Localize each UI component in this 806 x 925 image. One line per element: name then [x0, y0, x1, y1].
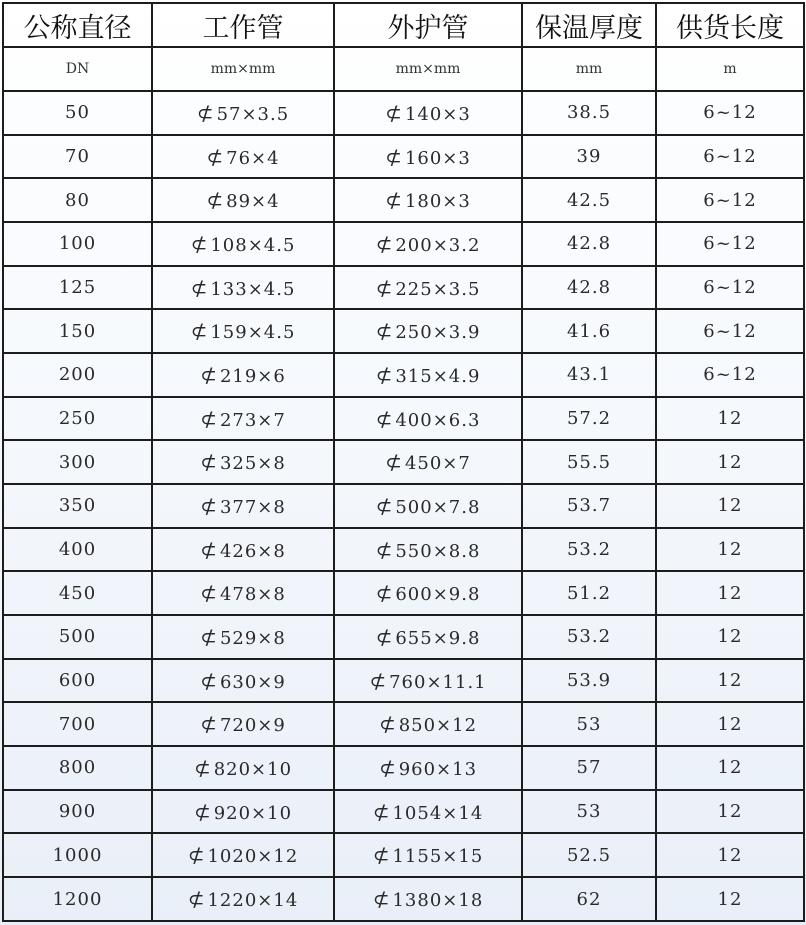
cell-working-pipe: [152, 833, 334, 877]
cell-working-pipe: [152, 702, 334, 746]
cell-length: 6~12: [656, 353, 804, 397]
cell-value: 1380×18: [392, 890, 484, 912]
diameter-symbol-icon: ⊄: [378, 712, 397, 737]
cell-value: 850×12: [398, 715, 478, 737]
cell-value: 57×3.5: [216, 103, 290, 125]
unit-insulation-thickness: mm: [522, 47, 656, 91]
cell-length: 6~12: [656, 222, 804, 266]
cell-dn: 200: [3, 353, 152, 397]
diameter-symbol-icon: ⊄: [206, 144, 225, 169]
table-row: [3, 659, 804, 703]
cell-outer-casing: [334, 659, 522, 703]
cell-value: 315×4.9: [395, 365, 481, 387]
cell-length: 6~12: [656, 135, 804, 179]
cell-length: 12: [656, 440, 804, 484]
cell-working-pipe: [152, 135, 334, 179]
cell-value: 225×3.5: [395, 278, 481, 300]
cell-working-pipe: [152, 266, 334, 310]
table-row: [3, 528, 804, 572]
cell-dn: 500: [3, 615, 152, 659]
cell-outer-casing: [334, 615, 522, 659]
table-row: [3, 91, 804, 135]
cell-outer-casing: [334, 528, 522, 572]
cell-outer-casing: [334, 484, 522, 528]
cell-value: 529×8: [219, 627, 286, 649]
diameter-symbol-icon: ⊄: [200, 537, 218, 562]
cell-dn: 600: [3, 659, 152, 703]
cell-value: 500×7.8: [395, 496, 481, 518]
cell-working-pipe: [152, 659, 334, 703]
diameter-symbol-icon: ⊄: [200, 450, 218, 475]
table-row: [3, 397, 804, 441]
cell-insulation: 41.6: [522, 309, 656, 353]
cell-working-pipe: [152, 178, 334, 222]
cell-outer-casing: [334, 135, 522, 179]
cell-length: 6~12: [656, 266, 804, 310]
cell-insulation: 57: [522, 746, 656, 790]
cell-outer-casing: [334, 877, 522, 921]
diameter-symbol-icon: ⊄: [385, 450, 403, 475]
table-row: [3, 222, 804, 266]
cell-value: 920×10: [213, 802, 293, 824]
header-row: [3, 3, 804, 47]
table-row: [3, 353, 804, 397]
cell-value: 450×7: [404, 453, 471, 475]
cell-value: 108×4.5: [210, 234, 296, 256]
cell-insulation: 38.5: [522, 91, 656, 135]
cell-outer-casing: [334, 309, 522, 353]
cell-dn: 80: [3, 178, 152, 222]
diameter-symbol-icon: ⊄: [187, 887, 206, 912]
cell-length: 12: [656, 833, 804, 877]
diameter-symbol-icon: ⊄: [206, 188, 225, 213]
cell-value: 820×10: [213, 758, 293, 780]
cell-length: 12: [656, 659, 804, 703]
units-row: [3, 47, 804, 91]
cell-working-pipe: [152, 222, 334, 266]
cell-insulation: 53: [522, 702, 656, 746]
cell-length: 12: [656, 571, 804, 615]
pipe-spec-table: [2, 2, 805, 922]
cell-value: 140×3: [404, 103, 471, 125]
cell-outer-casing: [334, 440, 522, 484]
diameter-symbol-icon: ⊄: [375, 362, 394, 387]
header-working-pipe: 工作管: [152, 3, 334, 47]
table-row: [3, 135, 804, 179]
cell-working-pipe: [152, 790, 334, 834]
cell-value: 600×9.8: [395, 584, 481, 606]
cell-length: 12: [656, 615, 804, 659]
cell-dn: 150: [3, 309, 152, 353]
cell-length: 6~12: [656, 91, 804, 135]
table-row: [3, 833, 804, 877]
cell-insulation: 42.8: [522, 222, 656, 266]
cell-length: 12: [656, 746, 804, 790]
cell-working-pipe: [152, 571, 334, 615]
diameter-symbol-icon: ⊄: [193, 755, 212, 780]
cell-dn: 50: [3, 91, 152, 135]
cell-value: 1220×14: [207, 890, 299, 912]
diameter-symbol-icon: ⊄: [385, 188, 403, 213]
cell-insulation: 39: [522, 135, 656, 179]
cell-length: 12: [656, 877, 804, 921]
header-nominal-diameter: 公称直径: [3, 3, 152, 47]
diameter-symbol-icon: ⊄: [200, 712, 218, 737]
table-row: [3, 615, 804, 659]
cell-working-pipe: [152, 353, 334, 397]
cell-value: 1054×14: [392, 802, 484, 824]
cell-outer-casing: [334, 833, 522, 877]
cell-value: 89×4: [226, 191, 280, 213]
cell-dn: 350: [3, 484, 152, 528]
table-row: [3, 877, 804, 921]
cell-value: 426×8: [219, 540, 286, 562]
cell-dn: 250: [3, 397, 152, 441]
cell-value: 325×8: [219, 453, 286, 475]
cell-dn: 450: [3, 571, 152, 615]
cell-insulation: 62: [522, 877, 656, 921]
diameter-symbol-icon: ⊄: [200, 581, 218, 606]
diameter-symbol-icon: ⊄: [375, 537, 394, 562]
diameter-symbol-icon: ⊄: [375, 493, 394, 518]
diameter-symbol-icon: ⊄: [375, 581, 394, 606]
table-row: [3, 746, 804, 790]
cell-dn: 900: [3, 790, 152, 834]
cell-value: 960×13: [398, 758, 478, 780]
cell-working-pipe: [152, 877, 334, 921]
diameter-symbol-icon: ⊄: [385, 144, 403, 169]
cell-value: 760×11.1: [389, 671, 487, 693]
cell-insulation: 53.2: [522, 615, 656, 659]
cell-outer-casing: [334, 178, 522, 222]
table-row: [3, 790, 804, 834]
diameter-symbol-icon: ⊄: [375, 231, 394, 256]
cell-dn: 800: [3, 746, 152, 790]
cell-insulation: 57.2: [522, 397, 656, 441]
diameter-symbol-icon: ⊄: [200, 362, 218, 387]
diameter-symbol-icon: ⊄: [190, 319, 209, 344]
cell-length: 6~12: [656, 309, 804, 353]
table-row: [3, 266, 804, 310]
diameter-symbol-icon: ⊄: [372, 843, 391, 868]
cell-insulation: 43.1: [522, 353, 656, 397]
cell-insulation: 52.5: [522, 833, 656, 877]
cell-value: 1155×15: [392, 846, 484, 868]
cell-value: 630×9: [219, 671, 286, 693]
cell-outer-casing: [334, 702, 522, 746]
diameter-symbol-icon: ⊄: [372, 799, 391, 824]
cell-outer-casing: [334, 266, 522, 310]
diameter-symbol-icon: ⊄: [375, 319, 394, 344]
cell-dn: 400: [3, 528, 152, 572]
diameter-symbol-icon: ⊄: [193, 799, 212, 824]
cell-dn: 70: [3, 135, 152, 179]
cell-value: 76×4: [226, 147, 280, 169]
table-row: [3, 571, 804, 615]
cell-value: 180×3: [404, 191, 471, 213]
unit-outer-casing: mm×mm: [334, 47, 522, 91]
diameter-symbol-icon: ⊄: [375, 275, 394, 300]
diameter-symbol-icon: ⊄: [200, 493, 218, 518]
cell-dn: 700: [3, 702, 152, 746]
cell-length: 6~12: [656, 178, 804, 222]
table-row: [3, 178, 804, 222]
cell-insulation: 53: [522, 790, 656, 834]
cell-value: 160×3: [404, 147, 471, 169]
cell-insulation: 42.8: [522, 266, 656, 310]
header-outer-casing: 外护管: [334, 3, 522, 47]
diameter-symbol-icon: ⊄: [200, 406, 218, 431]
header-insulation-thickness: 保温厚度: [522, 3, 656, 47]
cell-value: 133×4.5: [210, 278, 296, 300]
cell-insulation: 51.2: [522, 571, 656, 615]
unit-nominal-diameter: DN: [3, 47, 152, 91]
cell-length: 12: [656, 702, 804, 746]
cell-insulation: 55.5: [522, 440, 656, 484]
cell-dn: 100: [3, 222, 152, 266]
cell-working-pipe: [152, 615, 334, 659]
table-row: [3, 440, 804, 484]
cell-working-pipe: [152, 746, 334, 790]
cell-value: 550×8.8: [395, 540, 481, 562]
cell-value: 250×3.9: [395, 322, 481, 344]
cell-working-pipe: [152, 440, 334, 484]
diameter-symbol-icon: ⊄: [372, 887, 391, 912]
table-row: [3, 702, 804, 746]
cell-working-pipe: [152, 484, 334, 528]
cell-value: 720×9: [219, 715, 286, 737]
header-supply-length: 供货长度: [656, 3, 804, 47]
cell-length: 12: [656, 397, 804, 441]
cell-working-pipe: [152, 309, 334, 353]
cell-outer-casing: [334, 790, 522, 834]
cell-value: 273×7: [219, 409, 286, 431]
table-row: [3, 309, 804, 353]
diameter-symbol-icon: ⊄: [187, 843, 206, 868]
cell-length: 12: [656, 790, 804, 834]
cell-outer-casing: [334, 746, 522, 790]
cell-outer-casing: [334, 222, 522, 266]
cell-dn: 125: [3, 266, 152, 310]
cell-working-pipe: [152, 91, 334, 135]
cell-length: 12: [656, 528, 804, 572]
cell-outer-casing: [334, 91, 522, 135]
unit-working-pipe: mm×mm: [152, 47, 334, 91]
table-row: [3, 484, 804, 528]
cell-value: 478×8: [219, 584, 286, 606]
cell-insulation: 53.2: [522, 528, 656, 572]
diameter-symbol-icon: ⊄: [196, 100, 215, 125]
cell-insulation: 42.5: [522, 178, 656, 222]
diameter-symbol-icon: ⊄: [369, 668, 388, 693]
diameter-symbol-icon: ⊄: [190, 275, 209, 300]
cell-length: 12: [656, 484, 804, 528]
diameter-symbol-icon: ⊄: [385, 100, 403, 125]
unit-supply-length: m: [656, 47, 804, 91]
cell-value: 159×4.5: [210, 322, 296, 344]
cell-value: 219×6: [219, 365, 286, 387]
diameter-symbol-icon: ⊄: [190, 231, 209, 256]
cell-insulation: 53.9: [522, 659, 656, 703]
cell-value: 400×6.3: [395, 409, 481, 431]
diameter-symbol-icon: ⊄: [375, 406, 394, 431]
cell-value: 1020×12: [207, 846, 299, 868]
cell-dn: 1000: [3, 833, 152, 877]
diameter-symbol-icon: ⊄: [200, 624, 218, 649]
cell-working-pipe: [152, 397, 334, 441]
cell-dn: 300: [3, 440, 152, 484]
cell-insulation: 53.7: [522, 484, 656, 528]
diameter-symbol-icon: ⊄: [375, 624, 394, 649]
table-body: [3, 91, 804, 921]
diameter-symbol-icon: ⊄: [200, 668, 218, 693]
cell-value: 200×3.2: [395, 234, 481, 256]
cell-value: 377×8: [219, 496, 286, 518]
cell-dn: 1200: [3, 877, 152, 921]
cell-value: 655×9.8: [395, 627, 481, 649]
cell-outer-casing: [334, 397, 522, 441]
cell-outer-casing: [334, 571, 522, 615]
diameter-symbol-icon: ⊄: [378, 755, 397, 780]
cell-working-pipe: [152, 528, 334, 572]
cell-outer-casing: [334, 353, 522, 397]
